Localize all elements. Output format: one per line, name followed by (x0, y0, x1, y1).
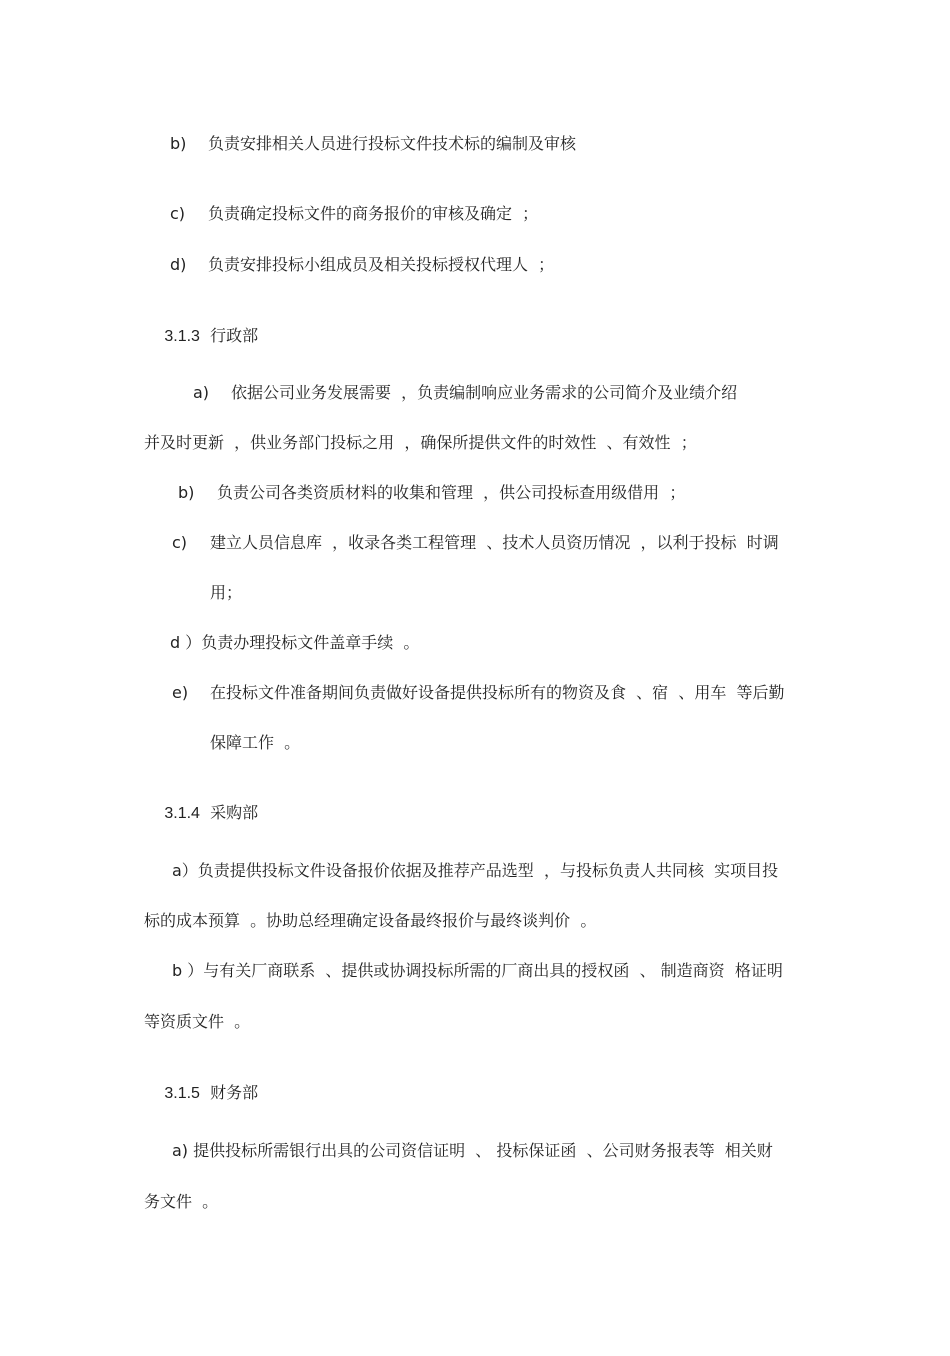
section-title: 财务部 (210, 1083, 259, 1102)
list-item-text: d ）负责办理投标文件盖章手续 。 (170, 633, 420, 652)
list-item-text: a) 提供投标所需银行出具的公司资信证明 、 投标保证函 、公司财务报表等 相关财 (172, 1141, 773, 1160)
list-marker: b) (178, 483, 195, 502)
list-item-text: 在投标文件准备期间负责做好设备提供投标所有的物资及食 、宿 、用车 等后勤 (210, 683, 785, 702)
section-heading-3-1-5 (144, 1063, 259, 1102)
list-item-text: 负责安排投标小组成员及相关投标授权代理人 ； (208, 255, 555, 274)
list-marker: a) (193, 383, 210, 402)
list-item-continuation: 用； (210, 583, 243, 602)
list-item-text: 建立人员信息库 ，收录各类工程管理 、技术人员资历情况 ，以利于投标 时调 (210, 533, 779, 552)
section-heading-3-1-3 (144, 306, 259, 345)
list-item-text: b ）与有关厂商联系 、提供或协调投标所需的厂商出具的授权函 、 制造商资 格证明 (172, 961, 783, 980)
list-item-continuation: 等资质文件 。 (144, 1012, 251, 1031)
list-marker: d) (170, 255, 187, 274)
list-item-continuation: 并及时更新 ，供业务部门投标之用 ，确保所提供文件的时效性 、有效性 ； (144, 433, 697, 452)
section-number: 3.1.3 (164, 328, 200, 345)
section-number: 3.1.5 (164, 1085, 200, 1102)
list-item-text: 负责安排相关人员进行投标文件技术标的编制及审核 (208, 134, 577, 153)
list-marker: c) (172, 533, 188, 552)
list-marker: b) (170, 134, 187, 153)
section-number: 3.1.4 (164, 805, 200, 822)
list-item-continuation: 务文件 。 (144, 1192, 219, 1211)
list-item-text: 负责公司各类资质材料的收集和管理 ，供公司投标查用级借用 ； (217, 483, 686, 502)
list-item-continuation: 保障工作 。 (210, 733, 301, 752)
list-item-text: 负责确定投标文件的商务报价的审核及确定 ； (208, 204, 539, 223)
list-marker: c) (170, 204, 186, 223)
list-marker: e) (172, 683, 189, 702)
section-title: 采购部 (210, 803, 259, 822)
section-heading-3-1-4 (144, 783, 259, 822)
list-item-continuation: 标的成本预算 。协助总经理确定设备最终报价与最终谈判价 。 (144, 911, 597, 930)
section-title: 行政部 (210, 326, 259, 345)
list-item-text: a）负责提供投标文件设备报价依据及推荐产品选型 ，与投标负责人共同核 实项目投 (172, 861, 779, 880)
list-item-text: 依据公司业务发展需要 ，负责编制响应业务需求的公司简介及业绩介绍 (231, 383, 738, 402)
